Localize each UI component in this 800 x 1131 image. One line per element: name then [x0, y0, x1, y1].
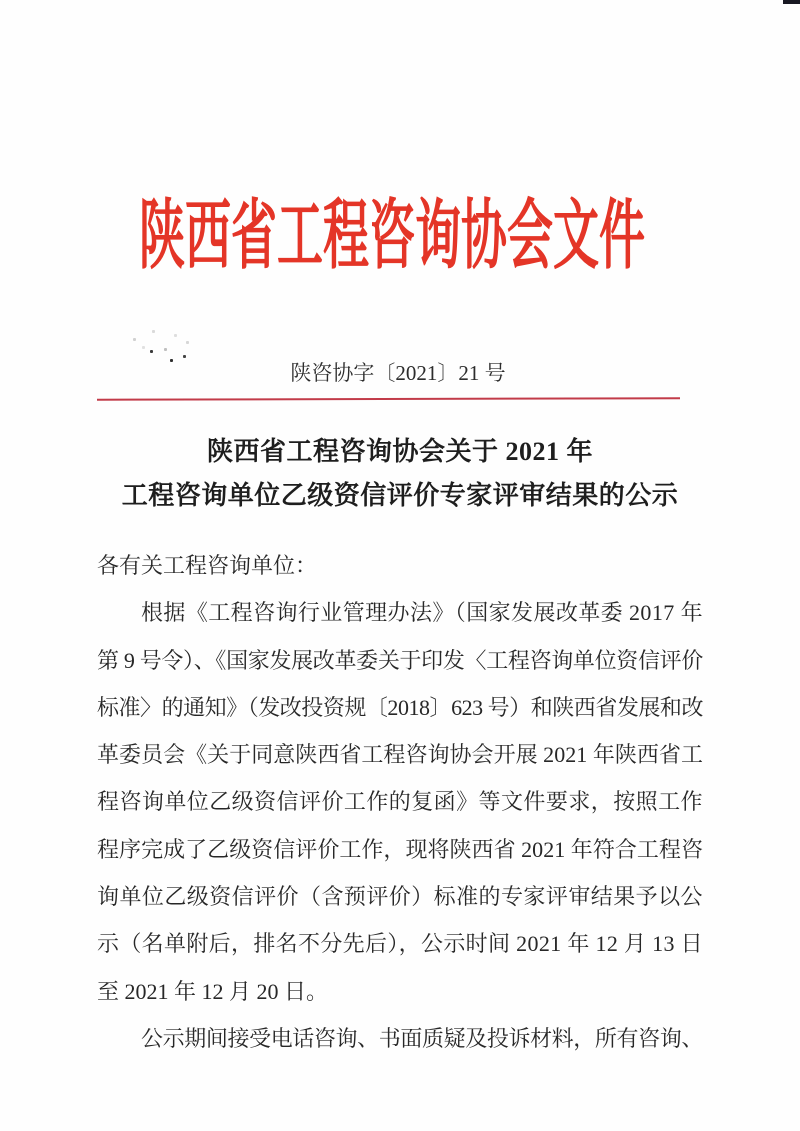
salutation: 各有关工程咨询单位： — [97, 553, 318, 578]
body-line: 至 2021 年 12 月 20 日。 — [97, 978, 329, 1004]
body-line: 示（名单附后，排名不分先后），公示时间 2021 年 12 月 13 日 — [97, 931, 703, 957]
red-header-banner — [0, 193, 792, 278]
org-banner-title: 陕西省工程咨询协会文件 — [139, 193, 645, 278]
notice-title — [0, 430, 800, 518]
notice-title-line-2: 工程咨询单位乙级资信评价专家评审结果的公示 — [121, 481, 679, 510]
body-line: 询单位乙级资信评价（含预评价）标准的专家评审结果予以公 — [97, 884, 703, 910]
scan-smudge-artifact — [150, 350, 153, 353]
body-line: 标准〉的通知》（发改投资规〔2018〕623 号）和陕西省发展和改 — [97, 694, 703, 720]
doc-number: 陕咨协字〔2021〕21 号 — [290, 361, 506, 385]
document-body — [97, 542, 703, 1062]
scan-artifact-corner — [783, 0, 800, 4]
body-line: 程咨询单位乙级资信评价工作的复函》等文件要求，按照工作 — [97, 789, 703, 815]
notice-title-line-1: 陕西省工程咨询协会关于 2021 年 — [206, 437, 593, 466]
body-line: 第 9 号令）、《国家发展改革委关于印发〈工程咨询单位资信评价 — [97, 647, 703, 673]
body-line: 革委员会《关于同意陕西省工程咨询协会开展 2021 年陕西省工 — [97, 742, 703, 768]
red-divider-line — [97, 397, 680, 401]
body-line: 公示期间接受电话咨询、书面质疑及投诉材料，所有咨询、 — [141, 1025, 703, 1051]
body-line: 根据《工程咨询行业管理办法》（国家发展改革委 2017 年 — [141, 600, 703, 626]
body-line: 程序完成了乙级资信评价工作，现将陕西省 2021 年符合工程咨 — [97, 836, 703, 862]
